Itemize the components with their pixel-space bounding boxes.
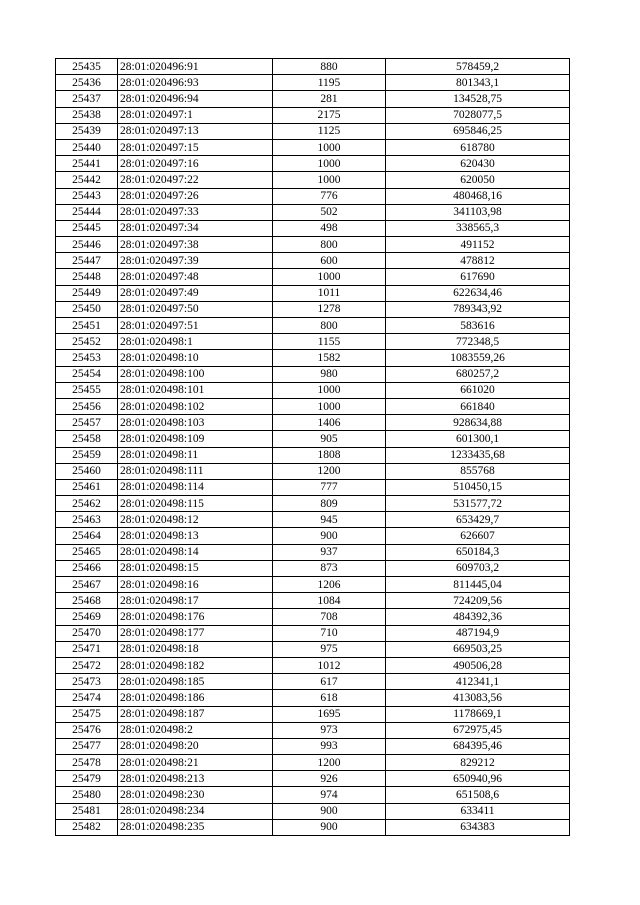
table-row	[56, 803, 570, 819]
table-row	[56, 75, 570, 91]
cadastral-number-cell: 28:01:020498:10	[118, 350, 273, 366]
cadastral-number-cell: 28:01:020498:17	[118, 593, 273, 609]
area-cell: 776	[273, 188, 386, 204]
cadastral-number-cell: 28:01:020498:234	[118, 803, 273, 819]
table-row	[56, 301, 570, 317]
row-number-cell: 25476	[56, 722, 118, 738]
value-cell: 484392,36	[386, 609, 570, 625]
row-number-cell: 25482	[56, 819, 118, 835]
row-number-cell: 25468	[56, 593, 118, 609]
row-number-cell: 25443	[56, 188, 118, 204]
cadastral-number-cell: 28:01:020498:182	[118, 657, 273, 673]
value-cell: 855768	[386, 463, 570, 479]
table-row	[56, 787, 570, 803]
row-number-cell: 25454	[56, 366, 118, 382]
row-number-cell: 25472	[56, 657, 118, 673]
table-row	[56, 479, 570, 495]
area-cell: 809	[273, 496, 386, 512]
row-number-cell: 25449	[56, 285, 118, 301]
row-number-cell: 25480	[56, 787, 118, 803]
cadastral-number-cell: 28:01:020498:103	[118, 415, 273, 431]
value-cell: 578459,2	[386, 59, 570, 75]
cadastral-number-cell: 28:01:020498:185	[118, 674, 273, 690]
cadastral-value-table	[55, 58, 570, 836]
row-number-cell: 25473	[56, 674, 118, 690]
cadastral-number-cell: 28:01:020498:11	[118, 447, 273, 463]
area-cell: 1000	[273, 139, 386, 155]
table-row	[56, 431, 570, 447]
table-row	[56, 172, 570, 188]
cadastral-number-cell: 28:01:020496:91	[118, 59, 273, 75]
table-row	[56, 512, 570, 528]
cadastral-number-cell: 28:01:020498:2	[118, 722, 273, 738]
cadastral-number-cell: 28:01:020498:100	[118, 366, 273, 382]
table-row	[56, 819, 570, 835]
row-number-cell: 25460	[56, 463, 118, 479]
row-number-cell: 25440	[56, 139, 118, 155]
table-row	[56, 382, 570, 398]
area-cell: 777	[273, 479, 386, 495]
value-cell: 633411	[386, 803, 570, 819]
table-row	[56, 91, 570, 107]
value-cell: 801343,1	[386, 75, 570, 91]
cadastral-number-cell: 28:01:020498:14	[118, 544, 273, 560]
area-cell: 1582	[273, 350, 386, 366]
area-cell: 710	[273, 625, 386, 641]
row-number-cell: 25446	[56, 237, 118, 253]
value-cell: 338565,3	[386, 220, 570, 236]
value-cell: 413083,56	[386, 690, 570, 706]
table-row	[56, 463, 570, 479]
row-number-cell: 25478	[56, 755, 118, 771]
cadastral-number-cell: 28:01:020498:177	[118, 625, 273, 641]
row-number-cell: 25479	[56, 771, 118, 787]
area-cell: 974	[273, 787, 386, 803]
table-row	[56, 366, 570, 382]
area-cell: 1200	[273, 755, 386, 771]
value-cell: 724209,56	[386, 593, 570, 609]
area-cell: 945	[273, 512, 386, 528]
row-number-cell: 25474	[56, 690, 118, 706]
cadastral-number-cell: 28:01:020498:230	[118, 787, 273, 803]
row-number-cell: 25438	[56, 107, 118, 123]
row-number-cell: 25439	[56, 123, 118, 139]
table-row	[56, 285, 570, 301]
cadastral-number-cell: 28:01:020497:51	[118, 318, 273, 334]
value-cell: 341103,98	[386, 204, 570, 220]
row-number-cell: 25481	[56, 803, 118, 819]
table-row	[56, 544, 570, 560]
area-cell: 1000	[273, 269, 386, 285]
table-row	[56, 722, 570, 738]
area-cell: 498	[273, 220, 386, 236]
cadastral-number-cell: 28:01:020498:13	[118, 528, 273, 544]
row-number-cell: 25475	[56, 706, 118, 722]
table-row	[56, 156, 570, 172]
cadastral-number-cell: 28:01:020498:213	[118, 771, 273, 787]
cadastral-number-cell: 28:01:020498:15	[118, 560, 273, 576]
area-cell: 1278	[273, 301, 386, 317]
area-cell: 281	[273, 91, 386, 107]
area-cell: 973	[273, 722, 386, 738]
area-cell: 975	[273, 641, 386, 657]
row-number-cell: 25455	[56, 382, 118, 398]
table-row	[56, 398, 570, 414]
table-row	[56, 253, 570, 269]
value-cell: 618780	[386, 139, 570, 155]
table-row	[56, 674, 570, 690]
cadastral-number-cell: 28:01:020497:38	[118, 237, 273, 253]
area-cell: 1000	[273, 398, 386, 414]
area-cell: 1808	[273, 447, 386, 463]
area-cell: 937	[273, 544, 386, 560]
area-cell: 900	[273, 528, 386, 544]
table-row	[56, 139, 570, 155]
row-number-cell: 25471	[56, 641, 118, 657]
table-row	[56, 237, 570, 253]
value-cell: 684395,46	[386, 738, 570, 754]
cadastral-number-cell: 28:01:020497:16	[118, 156, 273, 172]
row-number-cell: 25450	[56, 301, 118, 317]
cadastral-number-cell: 28:01:020498:20	[118, 738, 273, 754]
cadastral-number-cell: 28:01:020498:176	[118, 609, 273, 625]
area-cell: 1195	[273, 75, 386, 91]
cadastral-number-cell: 28:01:020498:18	[118, 641, 273, 657]
cadastral-number-cell: 28:01:020497:26	[118, 188, 273, 204]
cadastral-number-cell: 28:01:020497:1	[118, 107, 273, 123]
table-row	[56, 188, 570, 204]
table-row	[56, 528, 570, 544]
value-cell: 583616	[386, 318, 570, 334]
cadastral-number-cell: 28:01:020498:235	[118, 819, 273, 835]
value-cell: 531577,72	[386, 496, 570, 512]
value-cell: 480468,16	[386, 188, 570, 204]
value-cell: 669503,25	[386, 641, 570, 657]
table-row	[56, 334, 570, 350]
area-cell: 708	[273, 609, 386, 625]
area-cell: 900	[273, 803, 386, 819]
row-number-cell: 25444	[56, 204, 118, 220]
value-cell: 811445,04	[386, 577, 570, 593]
value-cell: 609703,2	[386, 560, 570, 576]
row-number-cell: 25470	[56, 625, 118, 641]
row-number-cell: 25459	[56, 447, 118, 463]
row-number-cell: 25442	[56, 172, 118, 188]
cadastral-number-cell: 28:01:020498:111	[118, 463, 273, 479]
area-cell: 1012	[273, 657, 386, 673]
area-cell: 1406	[273, 415, 386, 431]
row-number-cell: 25441	[56, 156, 118, 172]
cadastral-number-cell: 28:01:020498:187	[118, 706, 273, 722]
table-row	[56, 706, 570, 722]
value-cell: 1178669,1	[386, 706, 570, 722]
value-cell: 478812	[386, 253, 570, 269]
cadastral-number-cell: 28:01:020498:101	[118, 382, 273, 398]
cadastral-number-cell: 28:01:020497:33	[118, 204, 273, 220]
value-cell: 617690	[386, 269, 570, 285]
table-row	[56, 609, 570, 625]
value-cell: 650940,96	[386, 771, 570, 787]
table-row	[56, 350, 570, 366]
row-number-cell: 25457	[56, 415, 118, 431]
value-cell: 695846,25	[386, 123, 570, 139]
value-cell: 661840	[386, 398, 570, 414]
value-cell: 487194,9	[386, 625, 570, 641]
row-number-cell: 25436	[56, 75, 118, 91]
area-cell: 873	[273, 560, 386, 576]
area-cell: 2175	[273, 107, 386, 123]
value-cell: 490506,28	[386, 657, 570, 673]
cadastral-number-cell: 28:01:020497:13	[118, 123, 273, 139]
area-cell: 900	[273, 819, 386, 835]
cadastral-number-cell: 28:01:020496:93	[118, 75, 273, 91]
area-cell: 993	[273, 738, 386, 754]
row-number-cell: 25465	[56, 544, 118, 560]
area-cell: 502	[273, 204, 386, 220]
table-row	[56, 447, 570, 463]
table-row	[56, 560, 570, 576]
area-cell: 1000	[273, 156, 386, 172]
value-cell: 601300,1	[386, 431, 570, 447]
value-cell: 622634,46	[386, 285, 570, 301]
area-cell: 1084	[273, 593, 386, 609]
table-row	[56, 269, 570, 285]
row-number-cell: 25451	[56, 318, 118, 334]
value-cell: 651508,6	[386, 787, 570, 803]
table-body	[56, 59, 570, 836]
table-row	[56, 771, 570, 787]
area-cell: 926	[273, 771, 386, 787]
cadastral-number-cell: 28:01:020497:34	[118, 220, 273, 236]
cadastral-number-cell: 28:01:020498:109	[118, 431, 273, 447]
table-row	[56, 577, 570, 593]
cadastral-number-cell: 28:01:020498:102	[118, 398, 273, 414]
area-cell: 880	[273, 59, 386, 75]
table-row	[56, 107, 570, 123]
value-cell: 491152	[386, 237, 570, 253]
area-cell: 600	[273, 253, 386, 269]
area-cell: 1000	[273, 172, 386, 188]
cadastral-number-cell: 28:01:020498:1	[118, 334, 273, 350]
cadastral-number-cell: 28:01:020497:39	[118, 253, 273, 269]
value-cell: 134528,75	[386, 91, 570, 107]
value-cell: 412341,1	[386, 674, 570, 690]
area-cell: 1695	[273, 706, 386, 722]
row-number-cell: 25466	[56, 560, 118, 576]
area-cell: 1125	[273, 123, 386, 139]
cadastral-number-cell: 28:01:020497:50	[118, 301, 273, 317]
value-cell: 7028077,5	[386, 107, 570, 123]
value-cell: 789343,92	[386, 301, 570, 317]
row-number-cell: 25448	[56, 269, 118, 285]
cadastral-number-cell: 28:01:020496:94	[118, 91, 273, 107]
value-cell: 1083559,26	[386, 350, 570, 366]
cadastral-number-cell: 28:01:020497:49	[118, 285, 273, 301]
table-row	[56, 415, 570, 431]
table-row	[56, 220, 570, 236]
row-number-cell: 25477	[56, 738, 118, 754]
table-row	[56, 755, 570, 771]
cadastral-number-cell: 28:01:020497:48	[118, 269, 273, 285]
area-cell: 800	[273, 237, 386, 253]
value-cell: 653429,7	[386, 512, 570, 528]
area-cell: 617	[273, 674, 386, 690]
value-cell: 510450,15	[386, 479, 570, 495]
row-number-cell: 25445	[56, 220, 118, 236]
row-number-cell: 25458	[56, 431, 118, 447]
row-number-cell: 25453	[56, 350, 118, 366]
cadastral-number-cell: 28:01:020498:114	[118, 479, 273, 495]
value-cell: 650184,3	[386, 544, 570, 560]
table-row	[56, 657, 570, 673]
area-cell: 618	[273, 690, 386, 706]
cadastral-number-cell: 28:01:020497:15	[118, 139, 273, 155]
cadastral-number-cell: 28:01:020498:186	[118, 690, 273, 706]
row-number-cell: 25456	[56, 398, 118, 414]
table-row	[56, 123, 570, 139]
value-cell: 626607	[386, 528, 570, 544]
row-number-cell: 25437	[56, 91, 118, 107]
area-cell: 800	[273, 318, 386, 334]
area-cell: 1200	[273, 463, 386, 479]
row-number-cell: 25461	[56, 479, 118, 495]
area-cell: 1155	[273, 334, 386, 350]
cadastral-number-cell: 28:01:020498:115	[118, 496, 273, 512]
table-row	[56, 625, 570, 641]
area-cell: 905	[273, 431, 386, 447]
value-cell: 680257,2	[386, 366, 570, 382]
row-number-cell: 25469	[56, 609, 118, 625]
row-number-cell: 25467	[56, 577, 118, 593]
table-row	[56, 738, 570, 754]
value-cell: 1233435,68	[386, 447, 570, 463]
row-number-cell: 25463	[56, 512, 118, 528]
cadastral-number-cell: 28:01:020498:21	[118, 755, 273, 771]
cadastral-number-cell: 28:01:020498:16	[118, 577, 273, 593]
table-row	[56, 59, 570, 75]
area-cell: 1011	[273, 285, 386, 301]
cadastral-number-cell: 28:01:020498:12	[118, 512, 273, 528]
row-number-cell: 25435	[56, 59, 118, 75]
value-cell: 672975,45	[386, 722, 570, 738]
row-number-cell: 25462	[56, 496, 118, 512]
value-cell: 928634,88	[386, 415, 570, 431]
area-cell: 1206	[273, 577, 386, 593]
table-row	[56, 318, 570, 334]
value-cell: 661020	[386, 382, 570, 398]
table-row	[56, 690, 570, 706]
row-number-cell: 25464	[56, 528, 118, 544]
value-cell: 620050	[386, 172, 570, 188]
row-number-cell: 25452	[56, 334, 118, 350]
area-cell: 980	[273, 366, 386, 382]
value-cell: 634383	[386, 819, 570, 835]
value-cell: 829212	[386, 755, 570, 771]
cadastral-number-cell: 28:01:020497:22	[118, 172, 273, 188]
table-row	[56, 204, 570, 220]
table-row	[56, 593, 570, 609]
value-cell: 620430	[386, 156, 570, 172]
table-row	[56, 641, 570, 657]
row-number-cell: 25447	[56, 253, 118, 269]
area-cell: 1000	[273, 382, 386, 398]
value-cell: 772348,5	[386, 334, 570, 350]
table-row	[56, 496, 570, 512]
